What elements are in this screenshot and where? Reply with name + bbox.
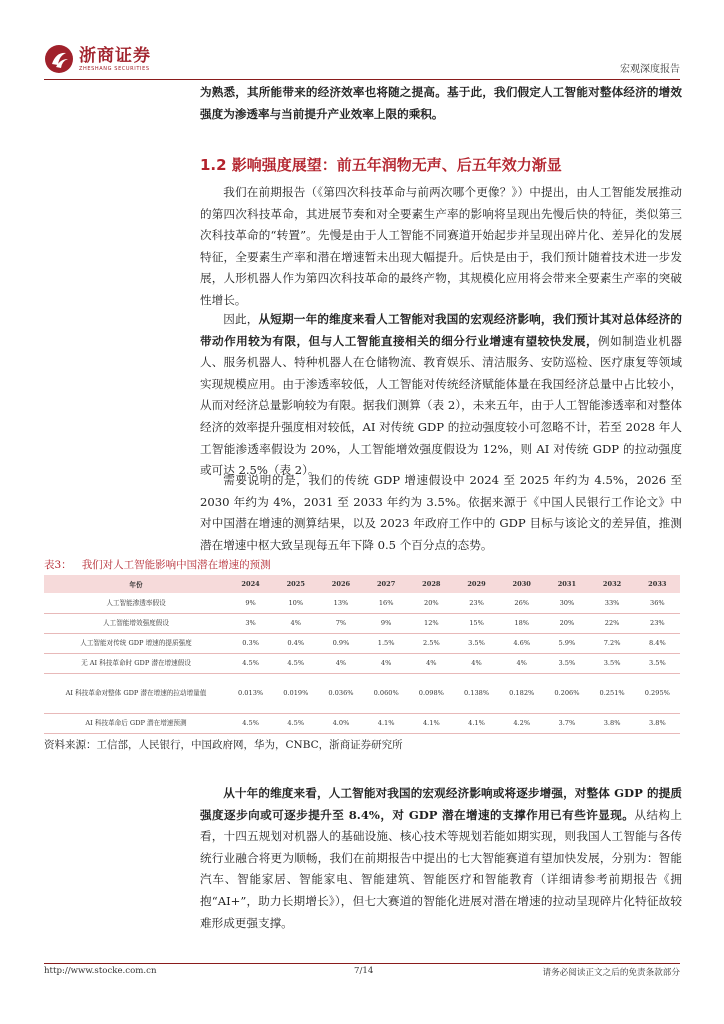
table-cell: 4.6% xyxy=(513,639,531,647)
table-cell: 4.2% xyxy=(513,719,531,727)
table-cell: 3% xyxy=(245,619,256,627)
table-cell: 30% xyxy=(559,598,575,607)
table-cell: 4% xyxy=(516,659,527,667)
table-cell: 4% xyxy=(380,659,392,667)
table-cell: 4.1% xyxy=(422,719,440,727)
table-cell: 3.8% xyxy=(648,719,666,727)
table-cell: 0.138% xyxy=(463,689,490,697)
table-cell: 0.013% xyxy=(238,689,264,697)
table-cell: 3.5% xyxy=(648,659,666,667)
header-divider xyxy=(44,79,680,80)
year-header: 2033 xyxy=(648,580,667,588)
table-cell: 0.251% xyxy=(599,689,625,697)
paragraph-4-rest: 从结构上看，十四五规划对机器人的基础设施、核心技术等规划若能如期实现，则我国人工智能与各传统行业融合将更为顺畅，我们在前期报告中提出的七大智能赛道有望加快发展，分别为：智能汽车、智能家居、智能家电、智能建筑、智能医疗和智能教育（详细请参考前期报告《拥抱“AI+”，助力长期增长》），但七大赛道的智能化进展对潜在增速的拉动呈现碎片化特征故较难形成更强支撑。 xyxy=(200,807,682,930)
table-cell: 7.2% xyxy=(603,639,621,647)
table-cell: 1.5% xyxy=(377,639,395,647)
table-cell: 4.1% xyxy=(468,719,485,727)
year-header: 2029 xyxy=(467,580,486,588)
table-cell: 18% xyxy=(514,619,530,627)
table-cell: 22% xyxy=(604,619,620,627)
table-cell: 33% xyxy=(604,598,620,607)
table-cell: 13% xyxy=(333,598,349,607)
year-header: 2028 xyxy=(422,580,441,588)
forecast-table xyxy=(44,575,680,734)
table-cell: 3.7% xyxy=(558,719,576,727)
zheshang-logo-icon xyxy=(44,44,74,74)
table-cell: 23% xyxy=(469,598,484,607)
table-cell: 23% xyxy=(650,619,665,627)
table-cell: 15% xyxy=(469,619,484,627)
table-cell: 20% xyxy=(424,598,439,607)
table-cell: 12% xyxy=(424,619,439,627)
table-cell: 3.5% xyxy=(468,639,485,647)
table-cell: 10% xyxy=(288,598,304,607)
row-label: 人工智能渗透率假设 xyxy=(106,598,166,607)
table-cell: 3.8% xyxy=(603,719,621,727)
page-number: 7/14 xyxy=(354,966,374,976)
table-header-label: 年份 xyxy=(129,581,143,589)
table-cell: 0.9% xyxy=(332,639,350,647)
table-cell: 4.5% xyxy=(242,719,259,727)
table-cell: 4.5% xyxy=(287,719,305,727)
paragraph-4-bold: 从十年的维度来看，人工智能对我国的宏观经济影响或将逐步增强，对整体 GDP 的提质强度逐步向或可逐步提升至 8.4%，对 GDP 潜在增速的支撑作用已有些许显现。 xyxy=(200,786,682,822)
paragraph-2-bold: 从短期一年的维度来看人工智能对我国的宏观经济影响，我们预计其对总体经济的带动作用较为有限，但与人工智能直接相关的细分行业增速有望较快发展， xyxy=(200,312,682,348)
table-cell: 0.182% xyxy=(509,689,535,697)
table-cell: 3.5% xyxy=(603,659,621,667)
table-header-row xyxy=(44,575,680,593)
table-cell: 7% xyxy=(335,619,347,627)
paragraph-2-rest: 例如制造业机器人、服务机器人、特种机器人在仓储物流、教育娱乐、清洁服务、安防巡检、医疗康复等领域实现规模应用。由于渗透率较低，人工智能对传统经济赋能体量在我国经济总量中占比较小，从而对经济总量影响较为有限。据我们测算（表 2），未来五年，由于人工智能渗透率和对整体经济的效率提升强度相对较低，AI 对传统 GDP 的拉动强度较小可忽略不计，若至 2028 年人工智能渗透率假设为 20%，人工智能增效强度假设为 12%，则 AI 对传统 GDP 的拉动强度或可达 2.5%（表 2）。 xyxy=(200,333,682,478)
row-label: AI 科技革命对整体 GDP 潜在增速的拉动增量值 xyxy=(65,689,207,697)
year-header: 2032 xyxy=(602,580,622,588)
table-cell: 0.206% xyxy=(554,689,580,697)
table-cell: 2.5% xyxy=(422,639,440,647)
table-caption-label: 表3： xyxy=(44,559,72,571)
table-cell: 4% xyxy=(335,659,347,667)
row-label: AI 科技革命后 GDP 潜在增速预测 xyxy=(85,719,187,727)
table-cell: 4.0% xyxy=(332,719,350,727)
table-cell: 0.4% xyxy=(287,639,305,647)
table-row xyxy=(44,653,680,673)
year-header: 2025 xyxy=(286,580,305,588)
table-cell: 0.098% xyxy=(418,689,444,697)
paragraph-1: 我们在前期报告（《第四次科技革命与前两次哪个更像？》）中提出，由人工智能发展推动的第四次科技革命，其进展节奏和对全要素生产率的影响将呈现出先慢后快的特征，类似第三次科技革命的“转置”。先慢是由于人工智能不同赛道开始起步并呈现出碎片化、差异化的发展特征，全要素生产率和潜在增速暂未出现大幅提升。后快是由于，我们预计随着技术进一步发展，人形机器人作为第四次科技革命的最终产物，其规模化应用将会带来全要素生产率的突破性增长。 xyxy=(200,185,682,307)
table-row xyxy=(44,673,680,713)
paragraph-3: 需要说明的是，我们的传统 GDP 增速假设中 2024 至 2025 年约为 4.5%，2026 至 2030 年约为 4%，2031 至 2033 年约为 3.5%。依据来源于《中国人民银行工作论文》中对中国潜在增速的测算结果，以及 2023 年政府工作中的 GDP 目标与该论文的差异值，推测潜在增速中枢大致呈现每五年下降 0.5 个百分点的态势。 xyxy=(200,473,682,552)
table-cell: 4% xyxy=(471,659,482,667)
footer-disclaimer: 请务必阅读正文之后的免责条款部分 xyxy=(542,968,680,978)
row-label: 人工智能增效强度假设 xyxy=(103,619,169,627)
table-cell: 16% xyxy=(378,598,394,607)
intro-paragraph xyxy=(200,82,682,125)
brand-name-cn: 浙商证券 xyxy=(79,45,151,66)
paragraph-4 xyxy=(200,783,682,934)
table-cell: 0.295% xyxy=(644,689,670,697)
table-cell: 0.3% xyxy=(242,639,259,647)
paragraph-2 xyxy=(200,309,682,482)
table-cell: 3.5% xyxy=(558,659,576,667)
report-type-label: 宏观深度报告 xyxy=(620,64,680,75)
table-cell: 0.019% xyxy=(283,689,309,697)
year-header: 2026 xyxy=(331,580,351,588)
year-header: 2031 xyxy=(557,580,577,588)
table-caption xyxy=(44,557,271,572)
brand-wordmark xyxy=(79,47,151,72)
table-row xyxy=(44,593,680,613)
table-cell: 4% xyxy=(290,619,302,627)
footer-url-link[interactable]: http://www.stocke.com.cn xyxy=(44,966,157,976)
year-header: 2024 xyxy=(241,580,260,588)
table-caption-text: 我们对人工智能影响中国潜在增速的预测 xyxy=(81,559,271,571)
table-cell: 5.9% xyxy=(558,639,576,647)
row-label: 无 AI 科技革命时 GDP 潜在增速假设 xyxy=(81,659,191,667)
table-cell: 36% xyxy=(650,598,665,607)
table-source-note: 资料来源：工信部，人民银行，中国政府网，华为，CNBC，浙商证券研究所 xyxy=(44,739,403,751)
table-cell: 20% xyxy=(559,619,575,627)
intro-bold-text: 为熟悉，其所能带来的经济效率也将随之提高。基于此，我们假定人工智能对整体经济的增效强度为渗透率与当前提升产业效率上限的乘积。 xyxy=(200,85,682,121)
brand-logo xyxy=(44,44,151,74)
year-header: 2027 xyxy=(376,580,396,588)
footer-divider xyxy=(44,963,680,964)
table-cell: 0.036% xyxy=(328,689,354,697)
table-cell: 26% xyxy=(514,598,530,607)
table-cell: 4.5% xyxy=(242,659,259,667)
brand-name-en: ZHESHANG SECURITIES xyxy=(79,65,150,72)
section-heading: 1.2 影响强度展望：前五年润物无声、后五年效力渐显 xyxy=(200,156,562,174)
table-cell: 4% xyxy=(426,659,437,667)
table-row xyxy=(44,633,680,653)
page-header xyxy=(44,44,680,78)
table-row xyxy=(44,713,680,733)
table-row xyxy=(44,613,680,633)
table-cell: 4.1% xyxy=(377,719,395,727)
table-cell: 9% xyxy=(245,598,256,607)
row-label: 人工智能对传统 GDP 增速的提质强度 xyxy=(80,639,192,647)
table-cell: 9% xyxy=(380,619,392,627)
table-cell: 8.4% xyxy=(648,639,666,647)
table-cell: 0.060% xyxy=(373,689,399,697)
paragraph-2-lead: 因此， xyxy=(223,312,259,326)
year-header: 2030 xyxy=(512,580,531,588)
table-cell: 4.5% xyxy=(287,659,305,667)
